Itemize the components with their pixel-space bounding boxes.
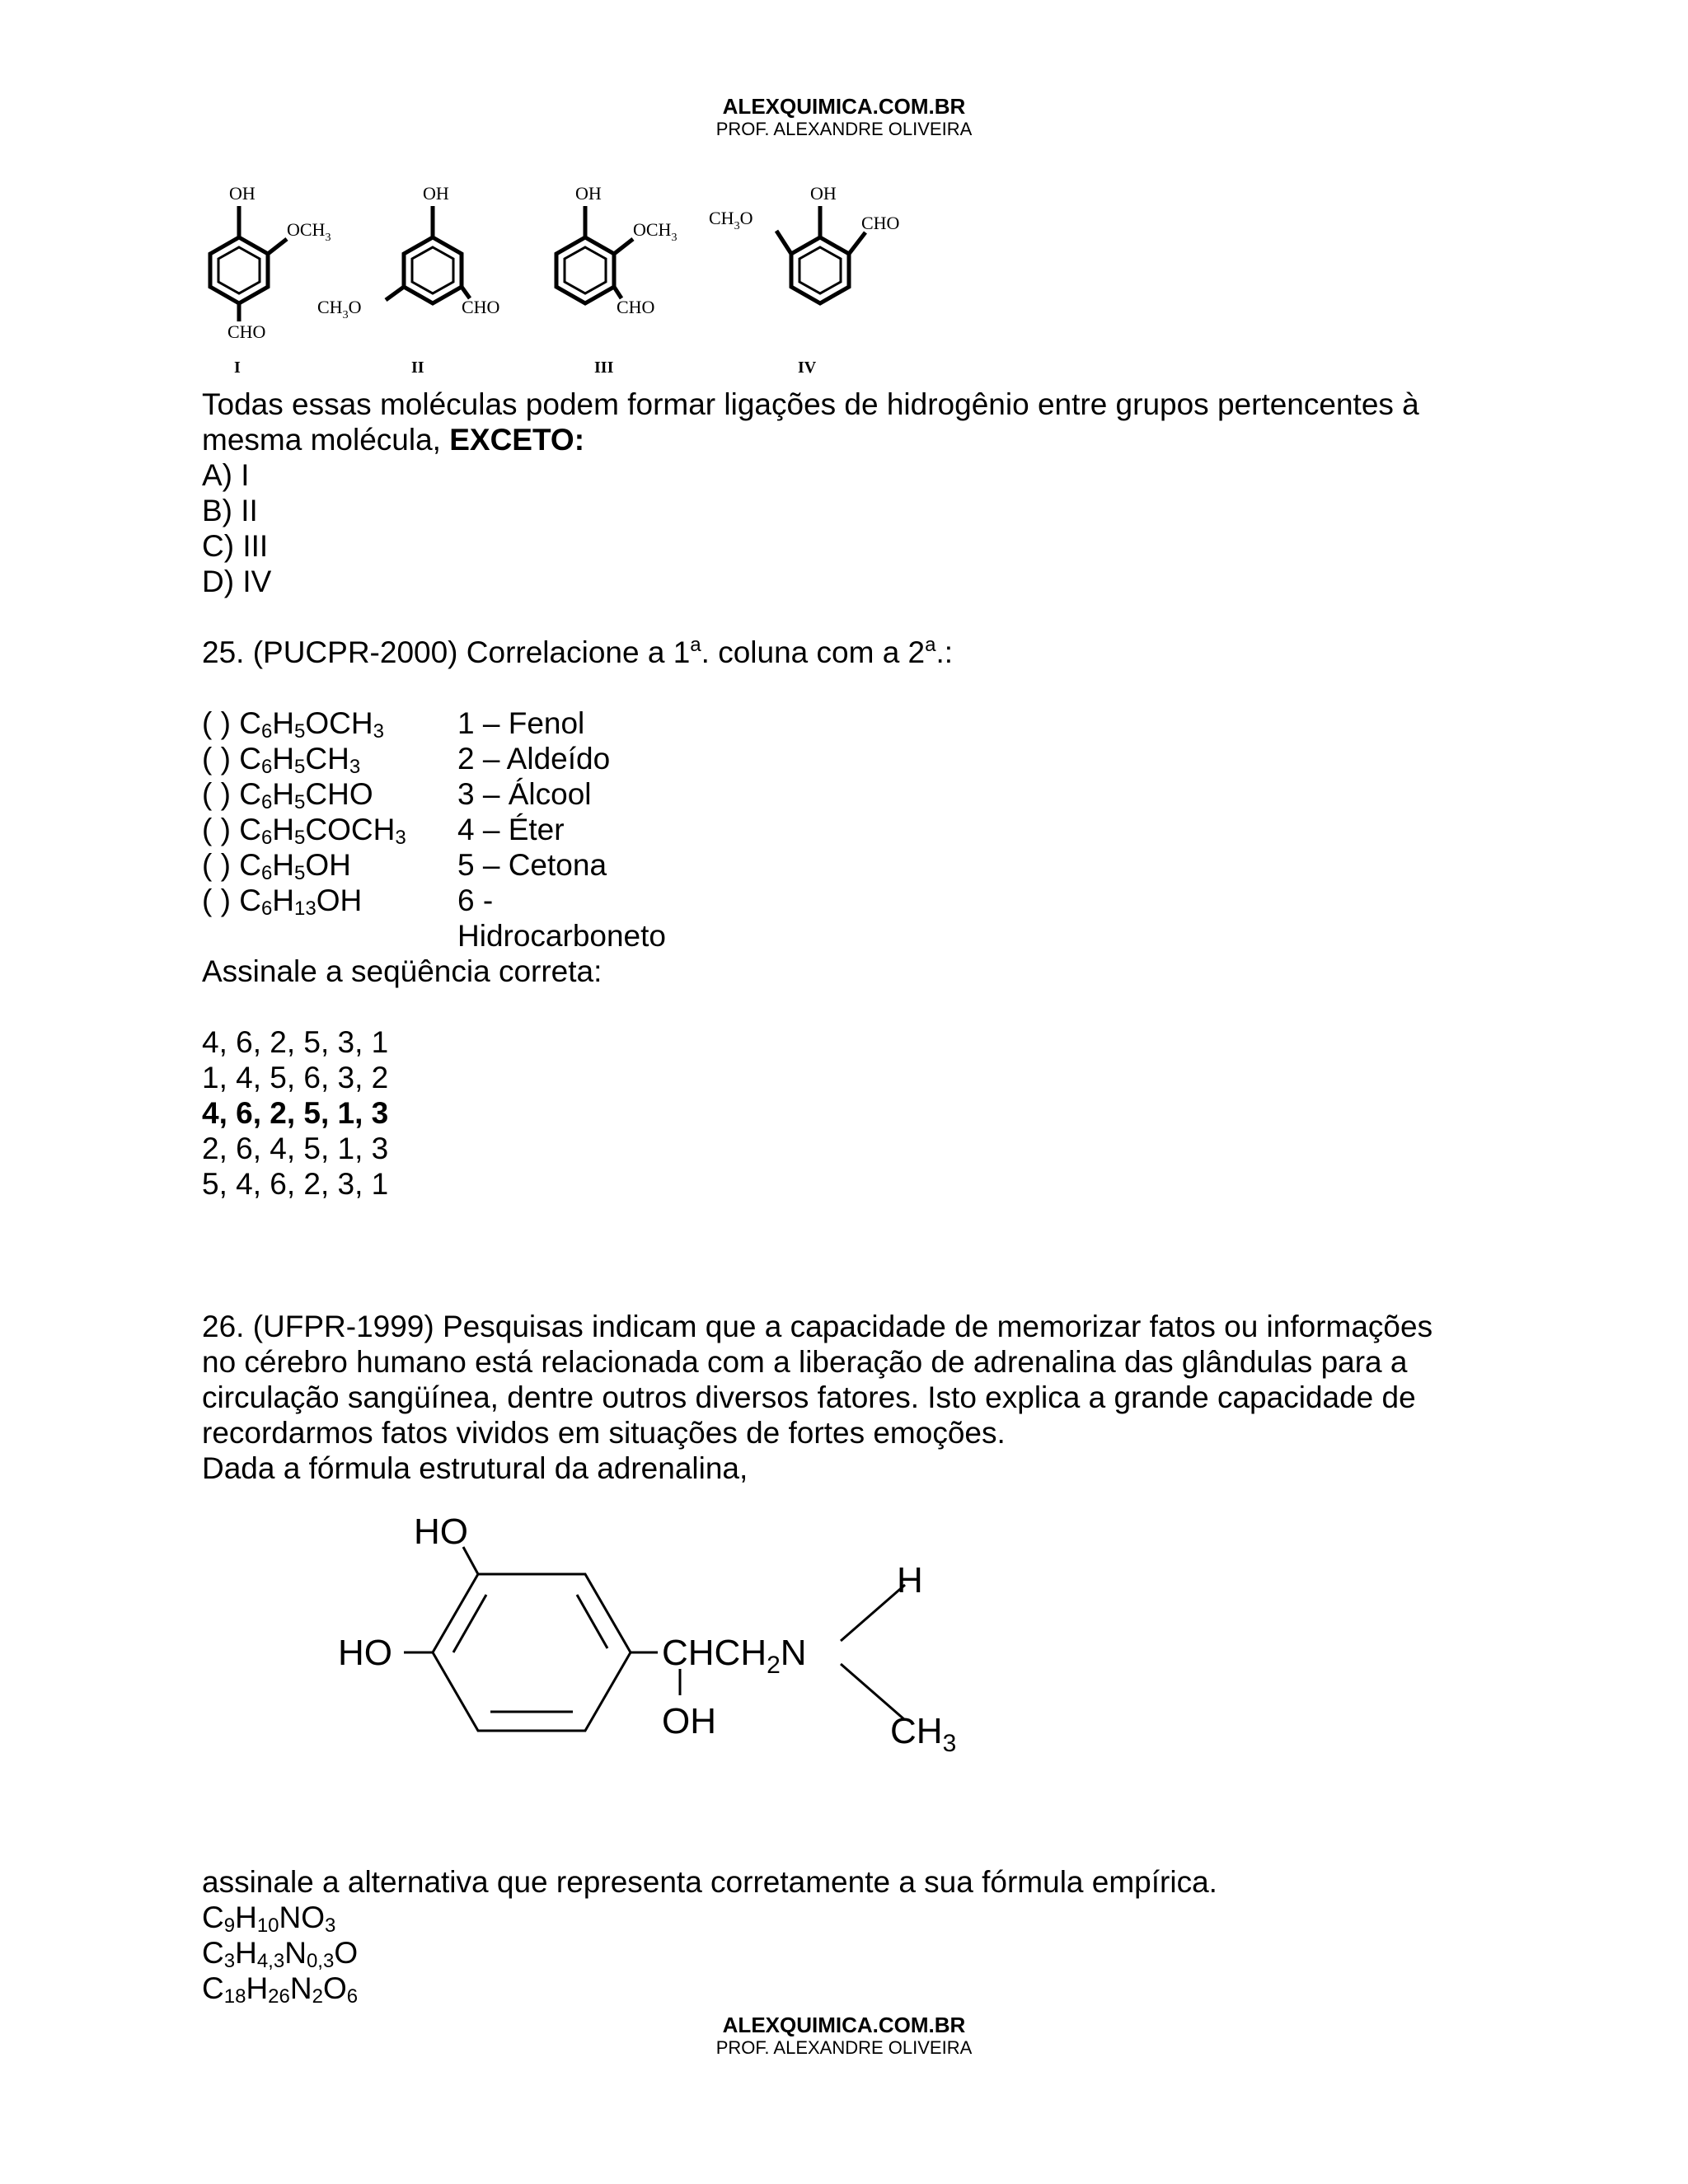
q26-answer: $C_9H_{10}NO_3$ [202, 1900, 336, 1937]
mol3-och3: $OCH_3$ [633, 219, 678, 244]
q26-line: Dada a fórmula estrutural da adrenalina, [202, 1451, 748, 1485]
q26-line: recordarmos fatos vividos em situações de fortes emoções. [202, 1416, 1006, 1450]
mol2-oh: OH [423, 183, 449, 204]
q25-formula-row: ( ) $C_6H_5CH_3$ [202, 742, 361, 778]
mol1-oh: OH [229, 183, 256, 204]
mol2-cho: CHO [462, 297, 500, 317]
q25-class-item: Hidrocarboneto [457, 919, 666, 953]
q26-answer: $C_{18}H_{26}N_2O_6$ [202, 1971, 359, 2008]
mol3-cho: CHO [617, 297, 655, 317]
mol2-ch3o: $CH_3O$ [317, 297, 362, 321]
q25-class-item: 2 – Aldeído [457, 742, 611, 776]
q25-formula-row: ( ) $C_6H_5COCH_3$ [202, 813, 406, 849]
q24-option: A) I [202, 458, 250, 492]
mol1-cho: CHO [227, 321, 266, 342]
q25-sequence: 5, 4, 6, 2, 3, 1 [202, 1167, 389, 1201]
mol4-cho: CHO [861, 213, 900, 233]
adr-oh: OH [662, 1701, 716, 1741]
adr-h: H [897, 1560, 923, 1601]
q25-sequence: 4, 6, 2, 5, 3, 1 [202, 1025, 389, 1059]
q24-option: C) III [202, 529, 269, 563]
q26-line: 26. (UFPR-1999) Pesquisas indicam que a capacidade de memorizar fatos ou informações [202, 1310, 1433, 1343]
footer-prof: PROF. ALEXANDRE OLIVEIRA [715, 2037, 973, 2058]
q24-exceto: EXCETO: [449, 423, 585, 457]
footer-site: ALEXQUIMICA.COM.BR [722, 2013, 966, 2037]
adrenaline-structure [330, 1496, 1006, 1784]
q26-answer: $C_3H_{4,3}N_{0,3}O$ [202, 1936, 359, 1972]
q25-sequence: 1, 4, 5, 6, 3, 2 [202, 1061, 389, 1094]
q25-class-item: 3 – Álcool [457, 777, 592, 811]
q24-statement-line2: mesma molécula, EXCETO: [202, 423, 585, 457]
page-footer [0, 2013, 1688, 2059]
mol-label-2: II [411, 359, 424, 377]
header-prof: PROF. ALEXANDRE OLIVEIRA [715, 119, 973, 139]
q25-intro: 25. (PUCPR-2000) Correlacione a 1$^a$. coluna com a 2$^a$.: [202, 634, 954, 669]
q24-statement-line1: Todas essas moléculas podem formar ligações de hidrogênio entre grupos pertencentes à [202, 387, 1419, 421]
mol-label-1: I [234, 359, 241, 377]
q25-formula-row: ( ) $C_6H_5OH$ [202, 848, 351, 884]
q26-line: circulação sangüínea, dentre outros diversos fatores. Isto explica a grande capacidade de [202, 1380, 1416, 1414]
q25-formula-row: ( ) $C_6H_{13}OH$ [202, 883, 363, 920]
molecules-figure [181, 173, 923, 387]
q25-class-item: 4 – Éter [457, 813, 565, 846]
adr-ch3: $CH_3$ [890, 1711, 957, 1757]
q24-option: B) II [202, 494, 258, 527]
q26-line: no cérebro humano está relacionada com a liberação de adrenalina das glândulas para a [202, 1345, 1408, 1379]
q25-sequence: 2, 6, 4, 5, 1, 3 [202, 1132, 389, 1165]
mol-label-4: IV [798, 359, 817, 377]
adr-ho-left: HO [338, 1633, 392, 1673]
mol3-oh: OH [575, 183, 602, 204]
adr-ho-top: HO [414, 1511, 468, 1552]
header-site: ALEXQUIMICA.COM.BR [722, 94, 966, 119]
q25-prompt: Assinale a seqüência correta: [202, 954, 603, 988]
q25-sequence-correct: 4, 6, 2, 5, 1, 3 [202, 1096, 389, 1130]
page-header [0, 94, 1688, 140]
q25-class-item: 5 – Cetona [457, 848, 607, 882]
q25-formula-row: ( ) $C_6H_5OCH_3$ [202, 706, 384, 743]
mol4-oh: OH [810, 183, 837, 204]
q26-after: assinale a alternativa que representa corretamente a sua fórmula empírica. [202, 1865, 1217, 1899]
mol1-och3: $OCH_3$ [287, 219, 331, 244]
q25-class-item: 1 – Fenol [457, 706, 585, 740]
mol-label-3: III [594, 359, 614, 377]
adr-chain: $CHCH_2N$ [662, 1633, 807, 1679]
q25-formula-row: ( ) $C_6H_5CHO$ [202, 777, 373, 813]
q24-option: D) IV [202, 565, 272, 598]
mol4-ch3o: $CH_3O$ [709, 208, 753, 232]
q25-class-item: 6 - [457, 883, 494, 917]
